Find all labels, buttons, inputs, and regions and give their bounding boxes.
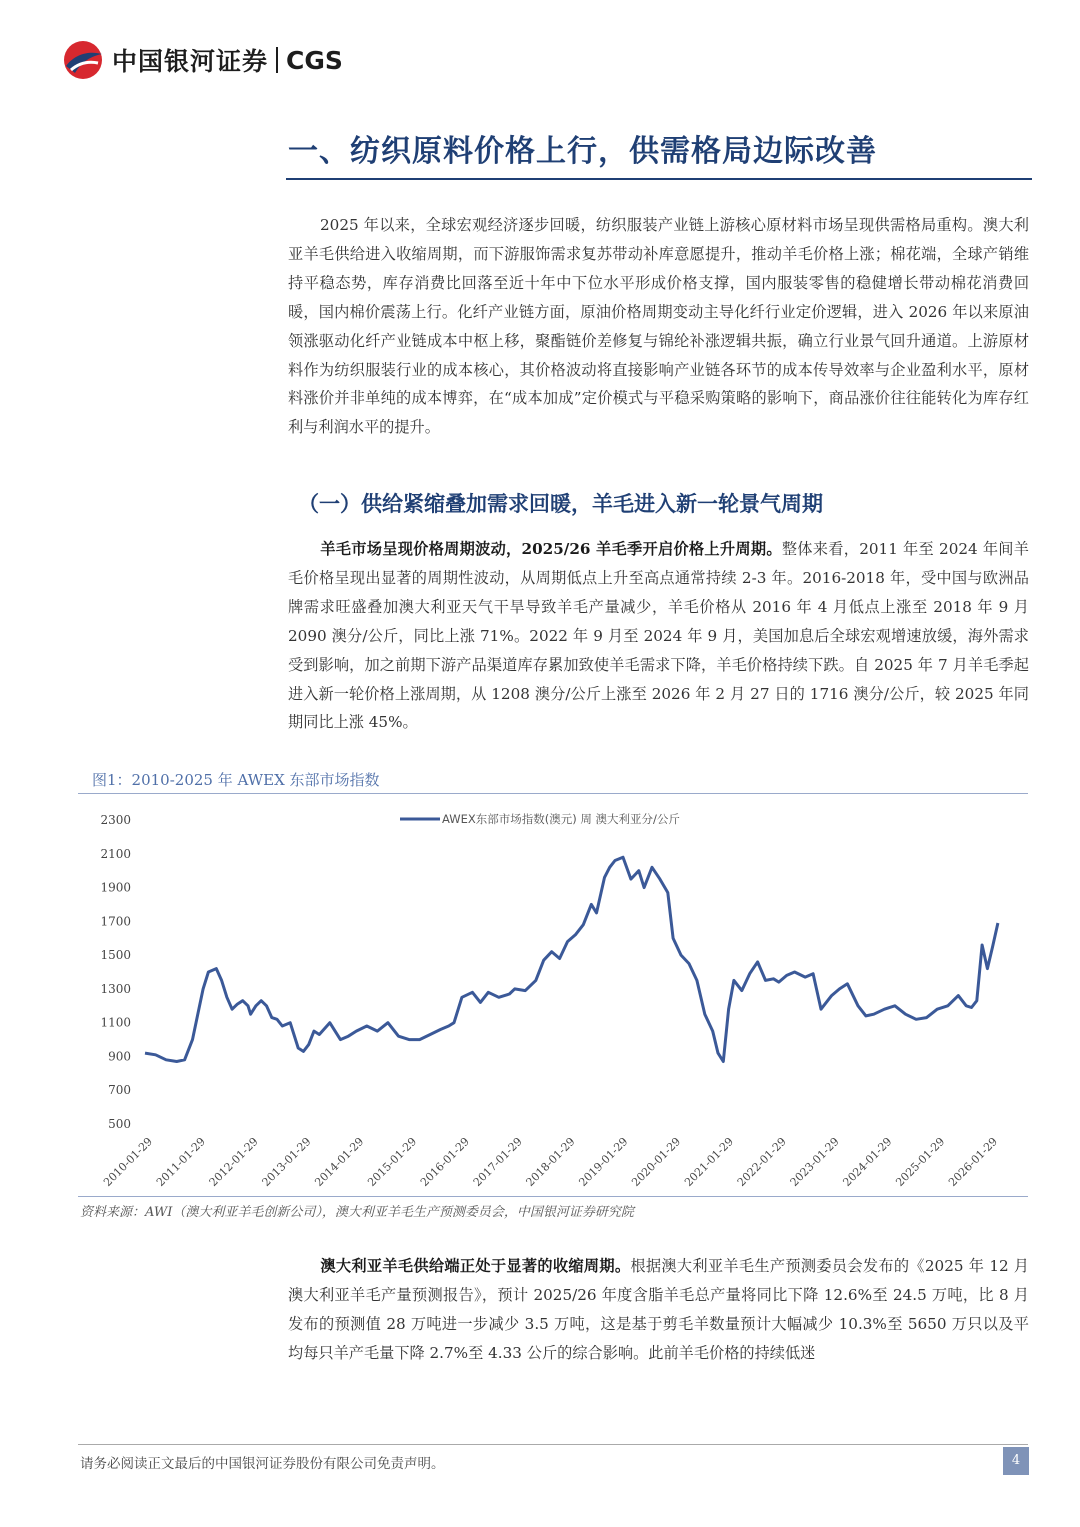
y-tick-label: 1500: [100, 948, 131, 963]
y-tick-label: 700: [108, 1083, 131, 1098]
logo-chinese-text: 中国银河证券: [112, 47, 269, 76]
figure-bottom-rule: [78, 1196, 1028, 1197]
x-tick-label: 2018-01-29: [523, 1134, 578, 1189]
subsection-title: （一）供给紧缩叠加需求回暖，羊毛进入新一轮景气周期: [298, 491, 823, 516]
x-tick-label: 2025-01-29: [893, 1134, 948, 1189]
intro-paragraph: [288, 211, 1029, 442]
footer-rule: [78, 1444, 1028, 1445]
closing-paragraph: [288, 1252, 1029, 1368]
y-tick-label: 1900: [100, 880, 131, 895]
y-tick-label: 500: [108, 1117, 131, 1131]
intro-paragraph-text: 2025 年以来，全球宏观经济逐步回暖，纺织服装产业链上游核心原材料市场呈现供需格局重构。澳大利亚羊毛供给进入收缩周期，而下游服饰需求复苏带动补库意愿提升，推动羊毛价格上涨；棉花端，全球产销维持平稳态势，库存消费比回落至近十年中下位水平形成价格支撑，国内服装零售的稳健增长带动棉花消费回暖，国内棉价震荡上行。化纤产业链方面，原油价格周期变动主导化纤行业定价逻辑，进入 2026 年以来原油领涨驱动化纤产业链成本中枢上移，聚酯链价差修复与锦纶补涨逻辑共振，确立行业景气回升通道。上游原材料作为纺织服装行业的成本核心，其价格波动将直接影响产业链各环节的成本传导效率与企业盈利水平，原材料涨价并非单纯的成本博弈，在“成本加成”定价模式与平稳采购策略的影响下，商品涨价往往能转化为库存红利与利润水平的提升。: [288, 216, 1029, 437]
y-axis: [100, 813, 131, 1131]
awex-index-line: [145, 857, 998, 1061]
legend-label: AWEX东部市场指数(澳元) 周 澳大利亚分/公斤: [442, 812, 680, 826]
section-title-rule: [286, 178, 1032, 180]
y-tick-label: 2300: [100, 813, 131, 827]
x-tick-label: 2013-01-29: [259, 1134, 314, 1189]
company-logo: [62, 38, 343, 82]
x-tick-label: 2022-01-29: [734, 1134, 789, 1189]
x-tick-label: 2023-01-29: [787, 1134, 842, 1189]
x-tick-label: 2012-01-29: [206, 1134, 261, 1189]
y-tick-label: 1100: [100, 1015, 131, 1030]
x-tick-label: 2010-01-29: [101, 1134, 156, 1189]
y-tick-label: 1700: [100, 914, 131, 929]
x-tick-label: 2021-01-29: [682, 1134, 737, 1189]
wool-paragraph-lead: 羊毛市场呈现价格周期波动，2025/26 羊毛季开启价格上升周期。: [320, 540, 782, 558]
galaxy-logo-icon: [62, 39, 104, 81]
figure-source: 资料来源：AWI（澳大利亚羊毛创新公司），澳大利亚羊毛生产预测委员会，中国银河证券研究院: [80, 1205, 634, 1220]
x-tick-label: 2019-01-29: [576, 1134, 631, 1189]
x-tick-label: 2024-01-29: [840, 1134, 895, 1189]
page-number: 4: [1003, 1447, 1029, 1475]
y-tick-label: 1300: [100, 981, 131, 996]
y-tick-label: 2100: [100, 846, 131, 861]
x-tick-label: 2026-01-29: [946, 1134, 1001, 1189]
logo-divider: [276, 47, 278, 73]
footer-disclaimer: 请务必阅读正文最后的中国银河证券股份有限公司免责声明。: [80, 1456, 445, 1472]
x-tick-label: 2014-01-29: [312, 1134, 367, 1189]
wool-paragraph: [288, 535, 1029, 737]
figure-top-rule: [78, 793, 1028, 794]
wool-paragraph-body: 整体来看，2011 年至 2024 年间羊毛价格呈现出显著的周期性波动，从周期低点上升至高点通常持续 2-3 年。2016-2018 年，受中国与欧洲品牌需求旺盛叠加澳大利亚天气干旱导致羊毛产量减少，羊毛价格从 2016 年 4 月低点上涨至 2018 年 9 月 2090 澳分/公斤，同比上涨 71%。2022 年 9 月至 2024 年 9 月，美国加息后全球宏观增速放缓，海外需求受到影响，加之前期下游产品渠道库存累加致使羊毛需求下降，羊毛价格持续下跌。自 2025 年 7 月羊毛季起进入新一轮价格上涨周期，从 1208 澳分/公斤上涨至 2026 年 2 月 27 日的 1716 澳分/公斤，较 2025 年同期同比上涨 45%。: [288, 540, 1029, 732]
y-tick-label: 900: [108, 1049, 131, 1064]
x-tick-label: 2017-01-29: [470, 1134, 525, 1189]
x-axis: [101, 1135, 1000, 1189]
x-tick-label: 2011-01-29: [153, 1134, 208, 1189]
x-tick-label: 2016-01-29: [417, 1134, 472, 1189]
figure-title: 图1：2010-2025 年 AWEX 东部市场指数: [92, 771, 380, 789]
x-tick-label: 2020-01-29: [629, 1134, 684, 1189]
chart-legend: [400, 812, 680, 826]
closing-paragraph-lead: 澳大利亚羊毛供给端正处于显著的收缩周期。: [320, 1257, 631, 1275]
logo-english-text: CGS: [286, 45, 343, 75]
awex-line-chart: [78, 796, 1028, 1196]
section-title: 一、纺织原料价格上行，供需格局边际改善: [288, 134, 877, 169]
closing-paragraph-body: 根据澳大利亚羊毛生产预测委员会发布的《2025 年 12 月澳大利亚羊毛产量预测报告》，预计 2025/26 年度含脂羊毛总产量将同比下降 12.6%至 24.5 万吨，比 8 月发布的预测值 28 万吨进一步减少 3.5 万吨，这是基于剪毛羊数量预计大幅减少 10.3%至 5650 万只以及平均每只羊产毛量下降 2.7%至 4.33 公斤的综合影响。此前羊毛价格的持续低迷: [288, 1257, 1029, 1362]
x-tick-label: 2015-01-29: [365, 1134, 420, 1189]
